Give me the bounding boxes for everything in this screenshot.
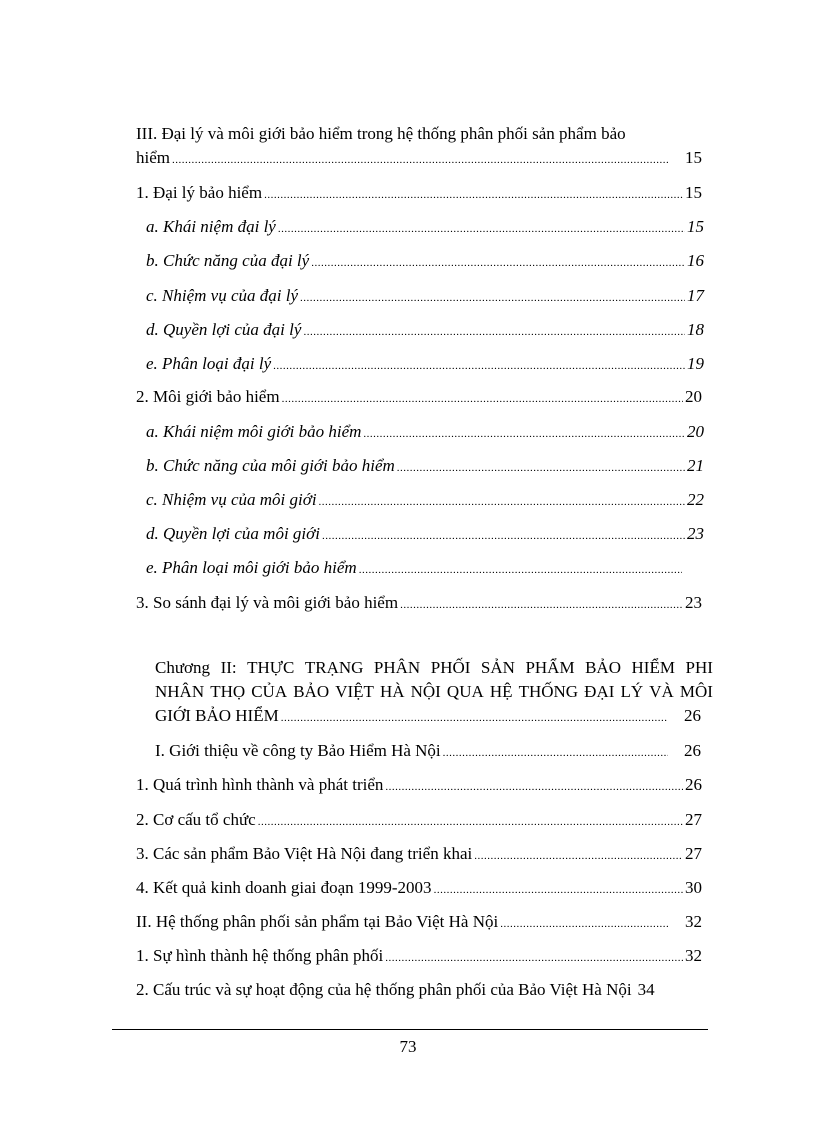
toc-entry-page: 23 [685, 593, 702, 612]
toc-entry-chapter-ii[interactable] [155, 705, 701, 729]
toc-entry-page: 32 [685, 946, 702, 965]
toc-entry-label: 2. Cấu trúc và sự hoạt động của hệ thống phân phối của Bảo Việt Hà Nội [136, 980, 632, 999]
toc-entry-page: 30 [685, 878, 702, 897]
dot-leader [385, 776, 683, 798]
chapter-heading-word: HÀ [379, 682, 405, 701]
toc-entry-page: 26 [685, 775, 702, 794]
toc-entry-i1[interactable] [136, 774, 702, 798]
chapter-heading-word: PHÂN [373, 658, 421, 677]
toc-entry-page: 20 [687, 422, 704, 441]
toc-entry-page: 27 [685, 844, 702, 863]
toc-entry-page: 20 [685, 387, 702, 406]
toc-entry-page: 21 [687, 456, 704, 475]
chapter-heading-word: ĐẠI [584, 682, 615, 701]
footer-divider [112, 1029, 708, 1030]
toc-entry-label: I. Giới thiệu về công ty Bảo Hiểm Hà Nội [155, 741, 441, 760]
toc-entry-2[interactable] [136, 386, 702, 410]
chapter-heading-word: PHỐI [430, 658, 471, 677]
toc-entry-section-iii[interactable] [136, 147, 702, 171]
dot-leader [322, 525, 685, 547]
chapter-heading-word: VÀ [649, 682, 674, 701]
toc-entry-page: 16 [687, 251, 704, 270]
chapter-heading-word: QUA [446, 682, 484, 701]
toc-entry-label: 1. Quá trình hình thành và phát triển [136, 775, 384, 794]
toc-entry-page: 15 [687, 217, 704, 236]
dot-leader [500, 913, 669, 935]
toc-entry-page: 17 [687, 286, 704, 305]
dot-leader [278, 218, 685, 240]
dot-leader [264, 184, 683, 206]
toc-entry-label: c. Nhiệm vụ của môi giới [146, 490, 317, 509]
toc-section-iii-line1: III. Đại lý và môi giới bảo hiểm trong hệ thống phân phối sản phẩm bảo [136, 124, 626, 143]
dot-leader [434, 879, 683, 901]
toc-entry-label: d. Quyền lợi của đại lý [146, 320, 302, 339]
toc-entry-label: 2. Môi giới bảo hiểm [136, 387, 280, 406]
toc-entry-label: 1. Sự hình thành hệ thống phân phối [136, 946, 384, 965]
chapter-heading-word: BẢO [293, 682, 330, 701]
toc-entry-page: 26 [684, 741, 701, 760]
dot-leader [400, 594, 683, 616]
chapter-heading-word: VIỆT [335, 682, 374, 701]
toc-entry-label: a. Khái niệm môi giới bảo hiểm [146, 422, 362, 441]
toc-entry-2b[interactable] [146, 455, 704, 479]
chapter-heading-word: PHẨM [525, 658, 575, 677]
dot-leader [385, 947, 683, 969]
toc-entry-page: 18 [687, 320, 704, 339]
toc-entry-i4[interactable] [136, 877, 702, 901]
chapter-heading-word: BẢO [585, 658, 621, 677]
toc-entry-label: II. Hệ thống phân phối sản phẩm tại Bảo Việt Hà Nội [136, 912, 499, 931]
toc-entry-2a[interactable] [146, 421, 704, 445]
toc-entry-label: 2. Cơ cấu tổ chức [136, 810, 256, 829]
toc-entry-1b[interactable] [146, 250, 704, 274]
toc-entry-page: 26 [684, 706, 701, 725]
dot-leader [303, 321, 685, 343]
chapter-heading-word: THỰC [247, 658, 295, 677]
toc-entry-label: e. Phân loại môi giới bảo hiểm [146, 558, 357, 577]
dot-leader [359, 559, 682, 581]
chapter-heading-word: Chương [155, 658, 211, 677]
toc-entry-1d[interactable] [146, 319, 704, 343]
dot-leader [172, 149, 669, 171]
dot-leader [319, 491, 685, 513]
toc-entry-page: 32 [685, 912, 702, 931]
toc-entry-label: 3. Các sản phẩm Bảo Việt Hà Nội đang triển khai [136, 844, 473, 863]
toc-entry-3[interactable] [136, 592, 702, 616]
toc-entry-1c[interactable] [146, 285, 704, 309]
toc-chapter-ii-line1 [155, 657, 713, 679]
toc-entry-label: d. Quyền lợi của môi giới [146, 524, 320, 543]
toc-entry-2d[interactable] [146, 523, 704, 547]
dot-leader [397, 457, 685, 479]
toc-entry-label: hiểm [136, 148, 170, 167]
dot-leader [311, 252, 685, 274]
chapter-heading-word: LÝ [620, 682, 644, 701]
toc-entry-page: 19 [687, 354, 704, 373]
chapter-heading-word: CỦA [251, 682, 288, 701]
toc-entry-page: 27 [685, 810, 702, 829]
dot-leader [300, 287, 685, 309]
chapter-heading-word: THỐNG [518, 682, 579, 701]
toc-entry-label: b. Chức năng của đại lý [146, 251, 310, 270]
toc-entry-1e[interactable] [146, 353, 704, 377]
toc-entry-ii1[interactable] [136, 945, 702, 969]
toc-entry-i2[interactable] [136, 809, 702, 833]
chapter-heading-word: NHÂN [155, 682, 205, 701]
toc-entry-2e[interactable] [146, 557, 684, 581]
dot-leader [282, 388, 683, 410]
chapter-heading-word: SẢN [480, 658, 515, 677]
toc-entry-label: GIỚI BẢO HIỂM [155, 706, 279, 725]
dot-leader [474, 845, 683, 867]
toc-entry-page: 23 [687, 524, 704, 543]
toc-entry-label: b. Chức năng của môi giới bảo hiểm [146, 456, 395, 475]
chapter-heading-word: TRẠNG [304, 658, 364, 677]
page-number: 73 [399, 1037, 417, 1056]
toc-entry-1a[interactable] [146, 216, 704, 240]
toc-entry-i3[interactable] [136, 843, 702, 867]
toc-entry-page: 15 [685, 183, 702, 202]
toc-entry-page: 22 [687, 490, 704, 509]
toc-entry-2c[interactable] [146, 489, 704, 513]
chapter-heading-word: HỆ [489, 682, 513, 701]
toc-entry-label: c. Nhiệm vụ của đại lý [146, 286, 299, 305]
toc-entry-section-ii[interactable] [136, 911, 702, 935]
dot-leader [273, 355, 685, 377]
toc-entry-label: a. Khái niệm đại lý [146, 217, 276, 236]
toc-entry-label: 1. Đại lý bảo hiểm [136, 183, 263, 202]
toc-entry-page: 34 [637, 980, 655, 999]
chapter-heading-word: HIỂM [631, 658, 675, 677]
dot-leader [258, 811, 683, 833]
toc-entry-label: 3. So sánh đại lý và môi giới bảo hiểm [136, 593, 399, 612]
toc-entry-label: e. Phân loại đại lý [146, 354, 272, 373]
toc-entry-section-i[interactable] [155, 740, 701, 764]
toc-entry-1[interactable] [136, 182, 702, 206]
dot-leader [281, 707, 668, 729]
chapter-heading-word: THỌ [210, 682, 246, 701]
toc-entry-page: 15 [685, 148, 702, 167]
toc-entry-ii2[interactable] [136, 979, 708, 1001]
chapter-heading-word: MÔI [679, 682, 713, 701]
toc-chapter-ii-line2 [155, 681, 713, 703]
chapter-heading-word: II: [220, 658, 237, 677]
chapter-heading-word: NỘI [410, 682, 441, 701]
dot-leader [363, 423, 685, 445]
dot-leader [443, 742, 668, 764]
chapter-heading-word: PHI [685, 658, 713, 677]
toc-entry-label: 4. Kết quả kinh doanh giai đoạn 1999-2003 [136, 878, 432, 897]
